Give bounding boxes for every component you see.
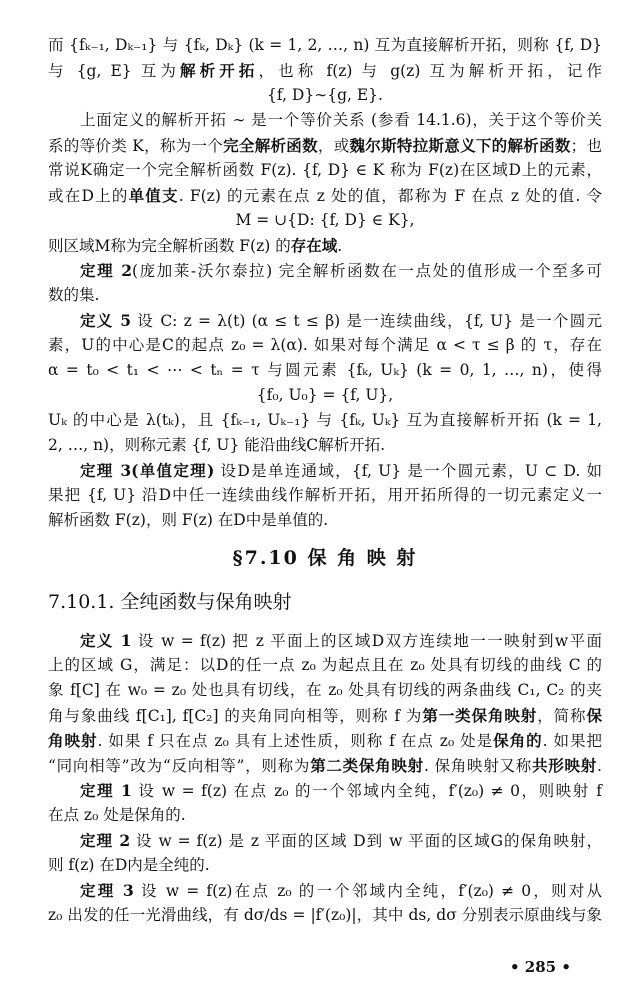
text-segment: 而 {fₖ₋₁, Dₖ₋₁} 与 {fₖ, Dₖ} (k = 1, 2, …, n) 互为直接解析开拓，则称 {f, D}: [48, 36, 602, 54]
bold-term: 解析开拓: [179, 61, 259, 80]
text-line: [48, 258, 602, 283]
bold-term: 第二类保角映射: [310, 756, 424, 775]
text-line: [48, 183, 602, 208]
bold-term: 单值支: [128, 186, 179, 205]
text-segment: 上的区域 G，满足：以D的任一点 z₀ 为起点且在 z₀ 处具有切线的曲线 C 的: [48, 656, 602, 674]
text-line: [48, 728, 602, 753]
text-segment: 则 f(z) 在D内是全纯的.: [48, 856, 210, 874]
text-line: [48, 508, 602, 533]
text-segment: 在点 z₀ 处是保角的.: [48, 806, 186, 824]
text-segment: §7.10 保 角 映 射: [232, 547, 418, 569]
text-segment: ，简称: [537, 707, 587, 725]
text-segment: ，或: [317, 137, 350, 155]
bold-term: 保: [586, 706, 602, 725]
text-line: [48, 753, 602, 778]
text-line: [48, 433, 602, 458]
text-segment: z₀ 出发的任一光滑曲线，有 dσ/ds = |f′(z₀)|，其中 ds, dσ 分别表示原曲线与象: [48, 906, 602, 924]
display-formula: [48, 383, 602, 408]
bold-term: 魏尔斯特拉斯意义下的解析函数: [349, 136, 571, 155]
bold-term: 定理 2: [80, 261, 132, 280]
text-line: [48, 828, 602, 853]
text-segment: 7.10.1. 全纯函数与保角映射: [48, 591, 292, 613]
bold-term: 完全解析函数: [223, 136, 318, 155]
page-body: [48, 33, 602, 928]
text-segment: . 保角映射又称: [423, 757, 533, 775]
text-segment: 设 w = f(z) 是 z 平面的区域 D到 w 平面的区域G的保角映射，: [130, 832, 602, 850]
text-segment: 设 w = f(z) 在点 z₀ 的一个邻域内全纯，f′(z₀) ≠ 0，则映射 f: [131, 782, 602, 800]
text-segment: 常说K确定一个完全解析函数 F(z). {f, D} ∈ K 称为 F(z)在区域D上的元素，: [48, 161, 602, 179]
text-line: [48, 483, 602, 508]
text-segment: 系的等价类 K，称为一个: [48, 137, 224, 155]
text-segment: 设D是单连通域，{f, U} 是一个圆元素，U ⊂ D. 如: [214, 462, 602, 480]
bold-term: 第一类保角映射: [422, 706, 538, 725]
subsection-heading: [48, 582, 602, 622]
text-segment: 角与象曲线 f[C₁], f[C₂] 的夹角同向相等，则称 f 为: [48, 707, 423, 725]
text-segment: 与 {g, E} 互为: [48, 62, 180, 80]
text-segment: 果把 {f, U} 沿D中任一连续曲线作解析开拓，用开拓所得的一切元素定义一: [48, 486, 602, 504]
text-segment: 设 C: z = λ(t) (α ≤ t ≤ β) 是一连续曲线，{f, U} 是一个圆元: [131, 312, 603, 330]
text-line: [48, 158, 602, 183]
bold-term: 角映射: [48, 731, 98, 750]
text-segment: 2, …, n)，则称元素 {f, U} 能沿曲线C解析开拓.: [48, 436, 386, 454]
text-segment: {f, D}∼{g, E}.: [267, 86, 383, 104]
text-line: [48, 58, 602, 83]
text-line: [48, 903, 602, 928]
text-segment: 设 w = f(z)在点 z₀ 的一个邻域内全纯，f′(z₀) ≠ 0，则对从: [133, 882, 602, 900]
text-line: [48, 653, 602, 678]
text-line: [48, 458, 602, 483]
text-line: [48, 853, 602, 878]
text-line: [48, 878, 602, 903]
display-formula: [48, 83, 602, 108]
text-segment: .: [597, 757, 602, 775]
text-line: [48, 358, 602, 383]
text-segment: 数的集.: [48, 286, 100, 304]
text-segment: 或在D上的: [48, 187, 129, 205]
bold-term: 共形映射: [532, 756, 598, 775]
display-formula: [48, 208, 602, 233]
text-segment: 解析函数 F(z)，则 F(z) 在D中是单值的.: [48, 511, 329, 529]
text-line: [48, 308, 602, 333]
text-segment: 象 f[C] 在 w₀ = z₀ 处也具有切线，在 z₀ 处具有切线的两条曲线 C₁, C₂ 的夹: [48, 681, 602, 699]
text-line: [48, 703, 602, 728]
text-segment: . F(z) 的元素在点 z 处的值，都称为 F 在点 z 处的值. 令: [178, 187, 602, 205]
text-segment: .: [337, 237, 343, 255]
text-segment: Uₖ 的中心是 λ(tₖ)，且 {fₖ₋₁, Uₖ₋₁} 与 {fₖ, Uₖ} 互为直接解析开拓 (k = 1,: [48, 411, 602, 429]
bold-term: 定理 1: [80, 781, 132, 800]
text-segment: {f₀, U₀} = {f, U},: [256, 386, 394, 404]
text-segment: “同向相等”改为“反向相等”，则称为: [48, 757, 311, 775]
text-line: [48, 628, 602, 653]
text-segment: . 如果 f 只在点 z₀ 具有上述性质，则称 f 在点 z₀ 处是: [97, 732, 494, 750]
text-line: [48, 283, 602, 308]
text-line: [48, 333, 602, 358]
bold-term: 保角的: [493, 731, 543, 750]
text-segment: 上面定义的解析开拓 ∼ 是一个等价关系 (参看 14.1.6)，关于这个等价关: [80, 111, 602, 129]
bold-term: 定义 5: [80, 311, 132, 330]
text-segment: M = ∪{D: {f, D} ∈ K},: [235, 211, 415, 229]
text-segment: 设 w = f(z) 把 z 平面上的区域D双方连续地一一映射到w平面: [131, 632, 602, 650]
page-number: • 285 •: [510, 958, 571, 976]
text-line: [48, 133, 602, 158]
text-line: [48, 233, 602, 258]
text-line: [48, 408, 602, 433]
section-heading: [48, 541, 602, 576]
bold-term: 定理 3: [80, 881, 134, 900]
text-segment: 素，U的中心是C的起点 z₀ = λ(α). 如果对每个满足 α < τ ≤ β 的 τ，存在: [48, 336, 602, 354]
text-line: [48, 678, 602, 703]
bold-term: 定理 2: [80, 831, 131, 850]
bold-term: 存在域: [290, 236, 338, 255]
text-segment: (庞加莱-沃尔泰拉) 完全解析函数在一点处的值形成一个至多可: [131, 262, 602, 280]
bold-term: 定义 1: [80, 631, 132, 650]
text-line: [48, 803, 602, 828]
text-segment: ，也称 f(z) 与 g(z) 互为解析开拓，记作: [258, 62, 602, 80]
text-line: [48, 108, 602, 133]
text-segment: ；也: [570, 137, 602, 155]
text-line: [48, 33, 602, 58]
bold-term: 定理 3(单值定理): [80, 461, 215, 480]
text-segment: 则区域M称为完全解析函数 F(z) 的: [48, 237, 291, 255]
text-segment: . 如果把: [542, 732, 602, 750]
text-line: [48, 778, 602, 803]
text-segment: α = t₀ < t₁ < ⋯ < tₙ = τ 与圆元素 {fₖ, Uₖ} (k = 0, 1, …, n)，使得: [48, 361, 602, 379]
